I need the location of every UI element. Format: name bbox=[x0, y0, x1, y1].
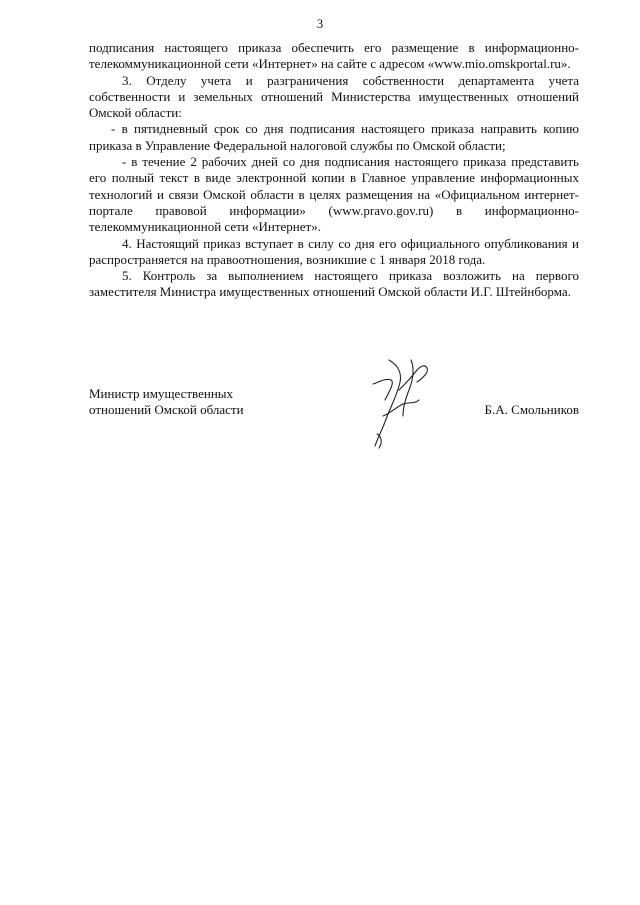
paragraph-item-4: 4. Настоящий приказ вступает в силу со дня его официального опубликования и распространяется на правоотношения, возникшие с 1 января 2018 года. bbox=[89, 235, 579, 267]
signature-block bbox=[89, 386, 579, 466]
page-number: 3 bbox=[316, 17, 324, 31]
signatory-title bbox=[89, 386, 244, 418]
signatory-title-line-1: Министр имущественных bbox=[89, 386, 234, 401]
paragraph-continuation: подписания настоящего приказа обеспечить его размещение в информационно-телекоммуникационной сети «Интернет» на сайте с адресом «www.mio.omskportal.ru». bbox=[89, 40, 579, 72]
signatory-title-line-2: отношений Омской области bbox=[89, 402, 244, 417]
document-body bbox=[89, 40, 579, 301]
handwritten-signature-icon bbox=[359, 356, 449, 451]
paragraph-item-5: 5. Контроль за выполнением настоящего приказа возложить на первого заместителя Министра имущественных отношений Омской области И.Г. Штейнборма. bbox=[89, 268, 579, 300]
paragraph-item-3: 3. Отделу учета и разграничения собственности департамента учета собственности и земельных отношений Министерства имущественных отношений Омской области: bbox=[89, 72, 579, 121]
signatory-name: Б.А. Смольников bbox=[484, 402, 579, 417]
paragraph-item-3-sub-1: - в пятидневный срок со дня подписания настоящего приказа направить копию приказа в Управление Федеральной налоговой службы по Омской области; bbox=[89, 121, 579, 153]
paragraph-item-3-sub-2: - в течение 2 рабочих дней со дня подписания настоящего приказа представить его полный текст в виде электронной копии в Главное управление информационных технологий и связи Омской области в целях размещения на «Официальном интернет-портале правовой информации» (www.pravo.gov.ru) в информационно-телекоммуникационной сети «Интернет». bbox=[89, 154, 579, 235]
